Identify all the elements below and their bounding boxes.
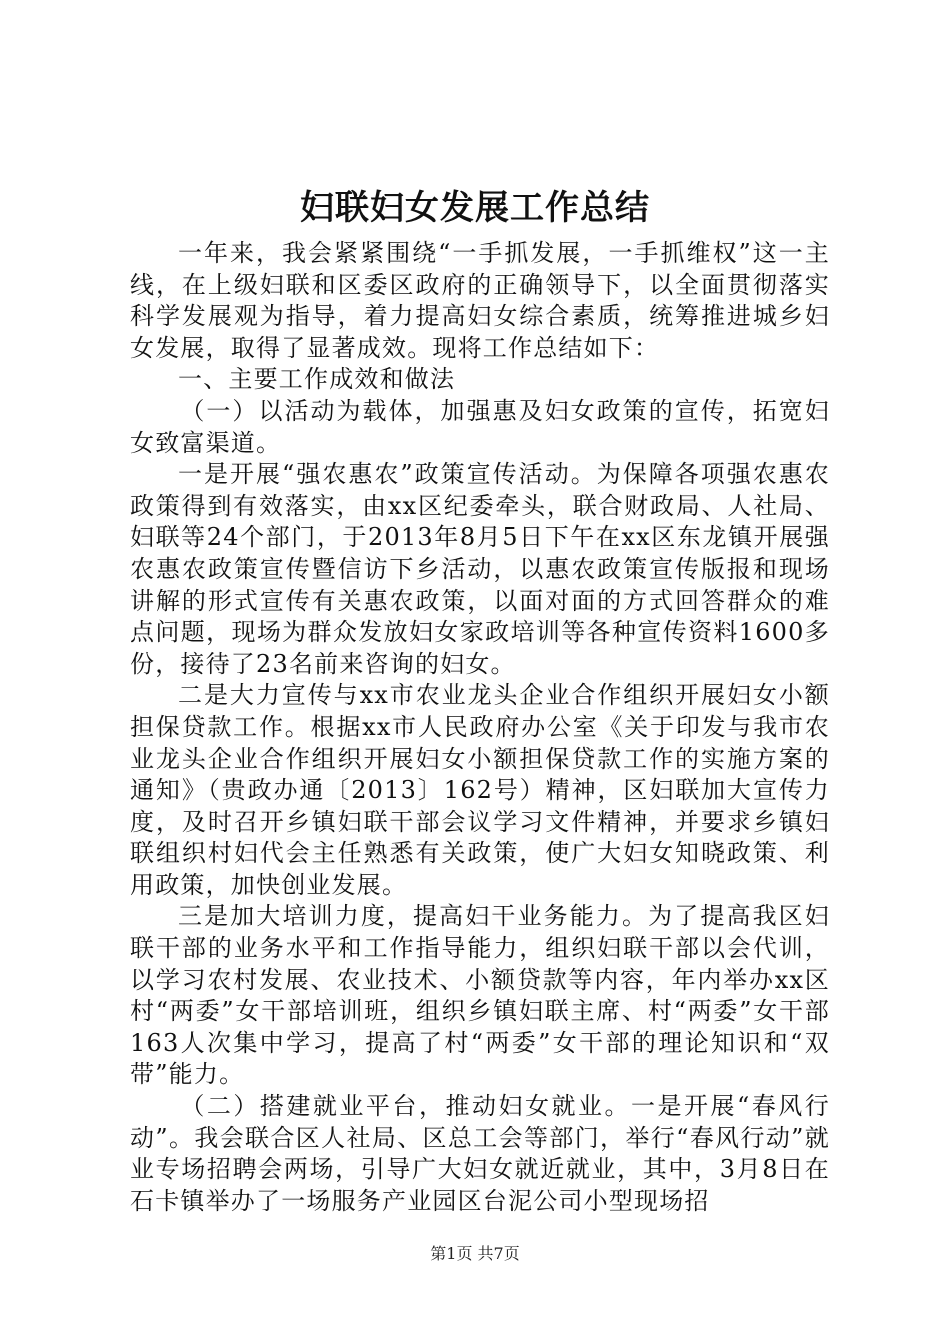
- subsection-heading-1: （一）以活动为载体，加强惠及妇女政策的宣传，拓宽妇女致富渠道。: [130, 396, 830, 457]
- paragraph-item-2: 二是大力宣传与xx市农业龙头企业合作组织开展妇女小额担保贷款工作。根据xx市人民政府办公室《关于印发与我市农业龙头企业合作组织开展妇女小额担保贷款工作的实施方案的通知》（贵政办通〔2013〕162号）精神，区妇联加大宣传力度，及时召开乡镇妇联干部会议学习文件精神，并要求乡镇妇联组织村妇代会主任熟悉有关政策，使广大妇女知晓政策、利用政策，加快创业发展。: [130, 681, 830, 899]
- section-heading: 一、主要工作成效和做法: [178, 365, 456, 394]
- paragraph-item-3: 三是加大培训力度，提高妇干业务能力。为了提高我区妇联干部的业务水平和工作指导能力，组织妇联干部以会代训，以学习农村发展、农业技术、小额贷款等内容，年内举办xx区村“两委”女干部培训班，组织乡镇妇联主席、村“两委”女干部163人次集中学习，提高了村“两委”女干部的理论知识和“双带”能力。: [130, 902, 830, 1089]
- document-title: 妇联妇女发展工作总结: [300, 188, 650, 228]
- paragraph-item-1: 一是开展“强农惠农”政策宣传活动。为保障各项强农惠农政策得到有效落实，由xx区纪委牵头，联合财政局、人社局、妇联等24个部门，于2013年8月5日下午在xx区东龙镇开展强农惠农政策宣传暨信访下乡活动，以惠农政策宣传版报和现场讲解的形式宣传有关惠农政策，以面对面的方式回答群众的难点问题，现场为群众发放妇女家政培训等各种宣传资料1600多份，接待了23名前来咨询的妇女。: [130, 460, 830, 678]
- document-body: [130, 238, 830, 1217]
- subsection-heading-2: （二）搭建就业平台，推动妇女就业。一是开展“春风行动”。我会联合区人社局、区总工会等部门，举行“春风行动”就业专场招聘会两场，引导广大妇女就近就业，其中，3月8日在石卡镇举办了一场服务产业园区台泥公司小型现场招: [130, 1092, 830, 1215]
- paragraph-intro: 一年来，我会紧紧围绕“一手抓发展，一手抓维权”这一主线，在上级妇联和区委区政府的正确领导下，以全面贯彻落实科学发展观为指导，着力提高妇女综合素质，统筹推进城乡妇女发展，取得了显著成效。现将工作总结如下：: [130, 239, 830, 362]
- page-number-footer: 第1页 共7页: [430, 1244, 520, 1263]
